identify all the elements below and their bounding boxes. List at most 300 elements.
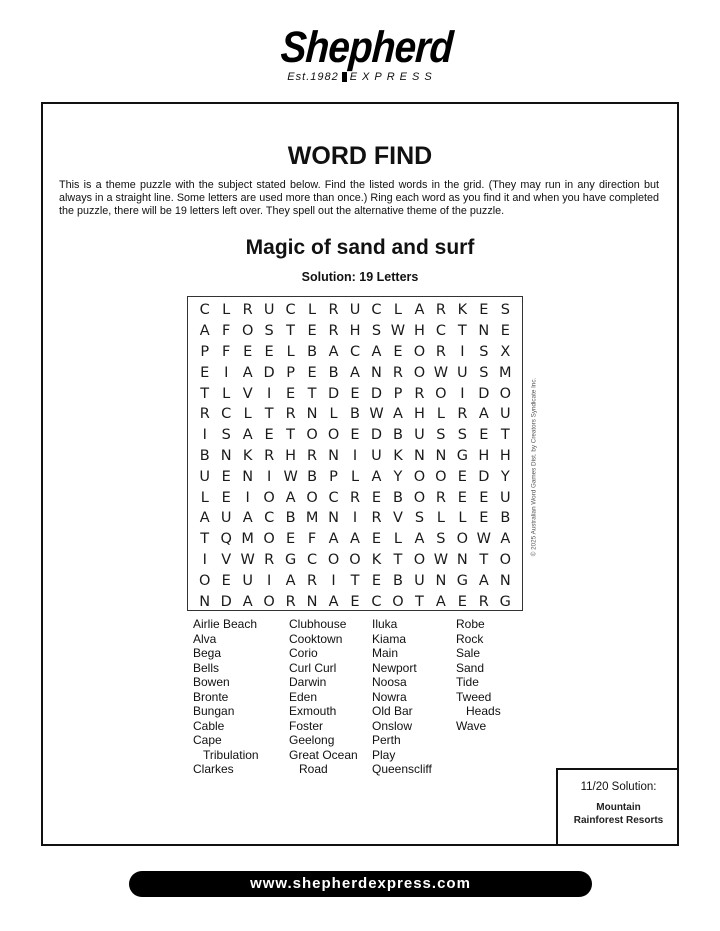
grid-letter[interactable]: O (263, 531, 275, 548)
puzzle-theme: Magic of sand and surf (245, 236, 475, 259)
grid-row (194, 591, 516, 612)
grid-letter[interactable]: U (349, 302, 361, 319)
grid-letter[interactable]: R (435, 489, 446, 506)
word-list-item: Onslow (372, 718, 413, 733)
grid-letter[interactable]: S (221, 427, 231, 444)
grid-letter[interactable]: L (286, 343, 295, 360)
grid-letter[interactable]: T (264, 406, 274, 423)
grid-letter[interactable]: C (264, 510, 275, 527)
grid-letter[interactable]: G (456, 572, 468, 589)
word-list-item: Foster (289, 718, 324, 733)
copyright-credit (527, 352, 541, 582)
grid-letter[interactable]: I (267, 468, 272, 485)
grid-letter[interactable]: P (329, 468, 338, 485)
grid-letter[interactable]: E (264, 343, 274, 360)
word-list-item: Newport (372, 660, 417, 675)
grid-letter[interactable]: A (328, 343, 339, 360)
grid-letter[interactable]: E (350, 593, 360, 610)
grid-letter[interactable]: A (242, 427, 253, 444)
word-list-item: Tribulation (203, 747, 259, 762)
grid-letter[interactable]: O (435, 385, 447, 402)
divider-bar (342, 72, 347, 82)
grid-letter[interactable]: H (285, 447, 297, 464)
grid-letter[interactable]: R (435, 343, 446, 360)
grid-letter[interactable]: O (413, 364, 426, 381)
grid-letter[interactable]: O (263, 489, 275, 506)
grid-letter[interactable]: D (370, 427, 383, 444)
grid-letter[interactable]: A (478, 406, 489, 423)
grid-letter[interactable]: I (460, 343, 465, 360)
grid-letter[interactable]: N (413, 447, 425, 464)
grid-letter[interactable]: N (499, 572, 511, 589)
word-list-item: Curl Curl (289, 660, 337, 675)
grid-letter[interactable]: D (478, 468, 490, 485)
answer-line-2: Rainforest Resorts (573, 815, 664, 826)
grid-letter[interactable]: E (500, 323, 510, 340)
grid-letter[interactable]: I (245, 489, 250, 506)
grid-letter[interactable]: R (285, 406, 296, 423)
grid-letter[interactable]: C (307, 551, 318, 568)
grid-letter[interactable]: T (200, 531, 210, 548)
grid-letter[interactable]: S (436, 427, 446, 444)
grid-letter[interactable]: C (221, 406, 232, 423)
grid-letter[interactable]: R (285, 593, 296, 610)
grid-letter[interactable]: R (478, 593, 489, 610)
grid-row (194, 404, 516, 425)
previous-solution-heading: 11/20 Solution: (580, 781, 657, 793)
grid-letter[interactable]: A (199, 323, 210, 340)
word-list-item: Perth (372, 733, 401, 747)
grid-letter[interactable]: G (499, 593, 511, 610)
word-list-item: Old Bar (372, 704, 413, 718)
grid-letter[interactable]: P (200, 343, 210, 360)
grid-letter[interactable]: N (435, 572, 447, 589)
grid-row (194, 550, 516, 571)
word-list-item: Tide (456, 675, 479, 689)
grid-letter[interactable]: A (350, 364, 360, 381)
grid-letter[interactable]: G (284, 551, 297, 568)
grid-letter[interactable]: E (221, 489, 231, 506)
grid-letter[interactable]: O (435, 468, 447, 485)
grid-letter[interactable]: L (243, 406, 252, 423)
grid-letter[interactable]: A (242, 510, 253, 527)
grid-letter[interactable]: T (307, 385, 317, 402)
word-column-1 (193, 617, 289, 777)
grid-letter[interactable]: E (393, 343, 403, 360)
grid-letter[interactable]: C (371, 593, 382, 610)
grid-letter[interactable]: A (478, 572, 489, 589)
grid-letter[interactable]: T (286, 323, 296, 340)
word-list-item: Bega (193, 646, 222, 660)
grid-letter[interactable]: R (264, 551, 275, 568)
grid-letter[interactable]: B (307, 343, 318, 360)
grid-letter[interactable]: L (458, 510, 467, 527)
grid-letter[interactable]: S (500, 302, 510, 319)
grid-letter[interactable]: A (414, 531, 425, 548)
grid-letter[interactable]: O (199, 572, 211, 589)
grid-letter[interactable]: R (328, 302, 339, 319)
grid-letter[interactable]: V (221, 551, 232, 568)
grid-letter[interactable]: T (350, 572, 360, 589)
word-list-item: Corio (289, 646, 318, 660)
word-list-item: Wave (456, 718, 487, 733)
grid-letter[interactable]: A (328, 593, 339, 610)
grid-letter[interactable]: N (435, 447, 447, 464)
grid-letter[interactable]: B (392, 489, 403, 506)
grid-letter[interactable]: R (414, 385, 425, 402)
word-column-4 (456, 617, 526, 777)
word-column-3 (372, 617, 456, 777)
grid-letter[interactable]: N (371, 364, 382, 381)
letter-grid[interactable] (187, 296, 523, 611)
word-list-item: Airlie Beach (193, 617, 258, 631)
grid-letter[interactable]: T (286, 427, 296, 444)
grid-letter[interactable]: I (331, 572, 336, 589)
masthead-logo (270, 23, 454, 86)
grid-row (194, 487, 516, 508)
grid-letter[interactable]: H (478, 447, 490, 464)
grid-letter[interactable]: E (479, 302, 489, 319)
website-link[interactable]: www.shepherdexpress.com (129, 871, 592, 897)
grid-row (194, 321, 516, 342)
grid-letter[interactable]: N (242, 468, 254, 485)
grid-letter[interactable]: A (199, 510, 210, 527)
grid-letter[interactable]: F (222, 323, 231, 340)
grid-letter[interactable]: O (499, 551, 511, 568)
grid-letter[interactable]: A (285, 489, 296, 506)
grid-letter[interactable]: R (264, 447, 275, 464)
grid-letter[interactable]: S (414, 510, 425, 527)
grid-letter[interactable]: B (500, 510, 511, 527)
grid-letter[interactable]: B (350, 406, 360, 423)
grid-letter[interactable]: U (199, 468, 211, 485)
word-list-item: Queenscliff (372, 762, 432, 776)
word-column-2 (289, 617, 372, 777)
grid-row (194, 508, 516, 529)
word-list-item: Nowra (372, 689, 407, 704)
grid-row (194, 342, 516, 363)
grid-letter[interactable]: I (460, 385, 465, 402)
word-list-item: Sale (456, 646, 481, 660)
solution-count: Solution: 19 Letters (301, 270, 419, 284)
grid-letter[interactable]: E (200, 364, 210, 381)
grid-letter[interactable]: T (200, 385, 210, 402)
word-list-item: Eden (289, 689, 318, 704)
grid-letter[interactable]: P (286, 364, 295, 381)
grid-letter[interactable]: O (413, 489, 426, 506)
grid-letter[interactable]: L (200, 489, 209, 506)
grid-letter[interactable]: A (328, 531, 339, 548)
grid-letter[interactable]: W (240, 551, 255, 568)
puzzle-frame (41, 102, 679, 846)
grid-letter[interactable]: N (306, 406, 318, 423)
grid-letter[interactable]: A (285, 572, 296, 589)
grid-letter[interactable]: K (242, 447, 253, 464)
grid-letter[interactable]: C (435, 323, 446, 340)
grid-letter[interactable]: U (499, 406, 511, 423)
grid-letter[interactable]: A (350, 531, 360, 548)
word-list-item: Road (299, 762, 328, 776)
grid-letter[interactable]: R (199, 406, 210, 423)
grid-letter[interactable]: E (371, 489, 382, 506)
word-list-item: Sand (456, 660, 485, 675)
grid-letter[interactable]: S (479, 364, 489, 381)
grid-letter[interactable]: U (242, 572, 253, 589)
grid-letter[interactable]: E (307, 323, 317, 340)
grid-letter[interactable]: O (413, 343, 426, 360)
grid-letter[interactable]: N (478, 323, 490, 340)
grid-letter[interactable]: W (433, 364, 449, 381)
grid-row (194, 425, 516, 446)
grid-letter[interactable]: H (413, 406, 425, 423)
grid-letter[interactable]: U (263, 302, 275, 319)
grid-letter[interactable]: W (433, 551, 449, 568)
grid-letter[interactable]: T (479, 551, 489, 568)
answer-line-1: Mountain (596, 802, 641, 813)
grid-letter[interactable]: U (457, 364, 468, 381)
grid-letter[interactable]: D (327, 385, 340, 402)
grid-letter[interactable]: D (478, 385, 490, 402)
grid-letter[interactable]: G (456, 447, 468, 464)
grid-letter[interactable]: O (499, 385, 511, 402)
grid-letter[interactable]: B (392, 427, 403, 444)
grid-letter[interactable]: O (241, 323, 254, 340)
grid-letter[interactable]: E (264, 427, 274, 444)
grid-letter[interactable]: N (220, 447, 232, 464)
grid-letter[interactable]: M (305, 510, 319, 527)
grid-letter[interactable]: I (267, 572, 272, 589)
grid-letter[interactable]: L (308, 302, 317, 319)
grid-letter[interactable]: H (499, 447, 511, 464)
grid-letter[interactable]: O (306, 427, 318, 444)
grid-letter[interactable]: E (350, 385, 360, 402)
grid-letter[interactable]: R (307, 572, 318, 589)
word-list-item: Clarkes (193, 762, 234, 776)
word-list-item: Clubhouse (289, 617, 347, 631)
word-list-item: Darwin (289, 675, 327, 689)
grid-letter[interactable]: A (392, 406, 403, 423)
grid-letter[interactable]: N (328, 510, 339, 527)
grid-letter[interactable]: W (390, 323, 406, 340)
grid-letter[interactable]: C (199, 302, 210, 319)
grid-letter[interactable]: L (222, 302, 231, 319)
grid-letter[interactable]: S (436, 531, 446, 548)
word-list-item: Cooktown (289, 631, 343, 646)
grid-letter[interactable]: R (371, 510, 382, 527)
grid-letter[interactable]: O (327, 551, 340, 568)
grid-letter[interactable]: A (435, 593, 446, 610)
grid-letter[interactable]: U (414, 572, 425, 589)
grid-letter[interactable]: U (220, 510, 232, 527)
grid-row (194, 466, 516, 487)
grid-letter[interactable]: C (285, 302, 296, 319)
grid-letter[interactable]: Y (500, 468, 510, 485)
previous-solution-answer (558, 801, 679, 827)
grid-letter[interactable]: K (371, 551, 382, 568)
grid-letter[interactable]: I (352, 510, 358, 527)
grid-letter[interactable]: T (393, 551, 403, 568)
word-list-item: Noosa (372, 675, 407, 689)
grid-letter[interactable]: E (286, 385, 296, 402)
grid-letter[interactable]: M (241, 531, 254, 548)
grid-letter[interactable]: O (306, 489, 318, 506)
grid-letter[interactable]: E (350, 427, 360, 444)
grid-letter[interactable]: E (457, 489, 467, 506)
grid-row (194, 446, 516, 467)
grid-letter[interactable]: E (479, 427, 489, 444)
grid-row (194, 300, 516, 321)
grid-row (194, 529, 516, 550)
word-list-item: Bowen (193, 675, 230, 689)
grid-letter[interactable]: L (436, 406, 445, 423)
grid-letter[interactable]: E (371, 572, 382, 589)
grid-letter[interactable]: O (349, 551, 361, 568)
word-list-item: Iluka (372, 617, 398, 631)
grid-letter[interactable]: C (328, 489, 339, 506)
grid-letter[interactable]: F (222, 343, 231, 360)
grid-letter[interactable]: E (457, 468, 467, 485)
grid-letter[interactable]: A (500, 531, 511, 548)
grid-letter[interactable]: S (457, 427, 467, 444)
grid-letter[interactable]: L (329, 406, 338, 423)
grid-letter[interactable]: L (393, 531, 402, 548)
word-list-item: Kiama (372, 631, 407, 646)
grid-letter[interactable]: K (457, 302, 468, 319)
grid-letter[interactable]: S (264, 323, 274, 340)
grid-letter[interactable]: I (267, 385, 272, 402)
grid-letter[interactable]: D (220, 593, 232, 610)
grid-letter[interactable]: O (392, 593, 404, 610)
grid-row (194, 362, 516, 383)
grid-row (194, 383, 516, 404)
grid-letter[interactable]: N (199, 593, 211, 610)
grid-letter[interactable]: B (392, 572, 403, 589)
grid-letter[interactable]: E (479, 510, 489, 527)
grid-letter[interactable]: U (371, 447, 382, 464)
grid-letter[interactable]: X (500, 343, 511, 360)
grid-letter[interactable]: E (221, 468, 231, 485)
grid-letter[interactable]: I (224, 364, 229, 381)
grid-letter[interactable]: B (285, 510, 296, 527)
grid-letter[interactable]: E (479, 489, 489, 506)
grid-letter[interactable]: R (392, 364, 403, 381)
grid-letter[interactable]: S (479, 343, 489, 360)
page-title: WORD FIND (287, 142, 433, 170)
grid-letter[interactable]: N (328, 447, 339, 464)
word-list-item: Main (372, 646, 399, 660)
grid-letter[interactable]: O (327, 427, 340, 444)
word-list-item: Bronte (193, 689, 229, 704)
grid-letter[interactable]: A (242, 364, 253, 381)
grid-letter[interactable]: W (369, 406, 384, 423)
grid-letter[interactable]: P (393, 385, 403, 402)
grid-letter[interactable]: W (283, 468, 298, 485)
word-list-item: Tweed (456, 689, 492, 704)
grid-letter[interactable]: B (199, 447, 210, 464)
grid-letter[interactable]: A (242, 593, 253, 610)
grid-letter[interactable]: T (457, 323, 467, 340)
grid-letter[interactable]: M (499, 364, 512, 381)
grid-letter[interactable]: L (222, 385, 231, 402)
grid-letter[interactable]: I (202, 427, 207, 444)
grid-letter[interactable]: I (352, 447, 358, 464)
grid-letter[interactable]: V (242, 385, 253, 402)
grid-letter[interactable]: T (414, 593, 424, 610)
grid-letter[interactable]: A (371, 343, 382, 360)
grid-letter[interactable]: E (243, 343, 253, 360)
grid-letter[interactable]: D (370, 385, 383, 402)
grid-letter[interactable]: L (436, 510, 445, 527)
grid-letter[interactable]: K (393, 447, 403, 464)
grid-letter[interactable]: R (435, 302, 446, 319)
grid-letter[interactable]: B (328, 364, 339, 381)
grid-letter[interactable]: N (456, 551, 468, 568)
grid-letter[interactable]: Y (393, 468, 403, 485)
grid-letter[interactable]: E (457, 593, 467, 610)
grid-letter[interactable]: B (307, 468, 318, 485)
grid-letter[interactable]: T (500, 427, 510, 444)
word-list-item: Cable (193, 718, 225, 733)
grid-letter[interactable]: E (221, 572, 231, 589)
grid-letter[interactable]: O (413, 468, 426, 485)
established-year: Est.1982 (287, 71, 339, 83)
grid-letter[interactable]: R (307, 447, 318, 464)
word-list-item: Heads (466, 704, 501, 718)
grid-letter[interactable]: O (263, 593, 275, 610)
grid-row (194, 570, 516, 591)
grid-letter[interactable]: H (413, 323, 425, 340)
word-list-item: Exmouth (289, 704, 337, 718)
grid-letter[interactable]: O (456, 531, 469, 548)
grid-letter[interactable]: A (414, 302, 425, 319)
grid-letter[interactable]: U (414, 427, 425, 444)
grid-letter[interactable]: E (371, 531, 382, 548)
grid-letter[interactable]: V (392, 510, 403, 527)
grid-letter[interactable]: L (393, 302, 402, 319)
word-list-item: Geelong (289, 733, 335, 747)
grid-letter[interactable]: F (307, 531, 317, 548)
grid-letter[interactable]: O (413, 551, 426, 568)
grid-letter[interactable]: C (371, 302, 382, 319)
grid-letter[interactable]: E (286, 531, 296, 548)
grid-letter[interactable]: R (328, 323, 339, 340)
grid-letter[interactable]: R (349, 489, 361, 506)
grid-letter[interactable]: N (306, 593, 318, 610)
grid-letter[interactable]: A (371, 468, 382, 485)
edition-name: EXPRESS (349, 71, 437, 83)
word-list (193, 617, 526, 777)
word-list-item: Bungan (193, 704, 235, 718)
grid-letter[interactable]: Q (220, 531, 232, 548)
word-list-item: Robe (456, 617, 485, 631)
grid-letter[interactable]: W (476, 531, 491, 548)
word-list-item: Great Ocean (289, 747, 358, 762)
copyright-text: © 2025 Australian Word Games Dist. by Creators Syndicate Inc. (530, 377, 538, 557)
grid-letter[interactable]: U (499, 489, 511, 506)
word-list-item: Play (372, 747, 396, 762)
word-list-item: Alva (193, 631, 217, 646)
grid-letter[interactable]: R (242, 302, 253, 319)
grid-letter[interactable]: D (263, 364, 275, 381)
grid-letter[interactable]: R (457, 406, 468, 423)
grid-letter[interactable]: I (202, 551, 207, 568)
grid-letter[interactable]: H (349, 323, 361, 340)
grid-letter[interactable]: C (349, 343, 361, 360)
grid-letter[interactable]: L (350, 468, 360, 485)
grid-letter[interactable]: E (307, 364, 317, 381)
word-list-item: Rock (456, 631, 484, 646)
grid-letter[interactable]: S (371, 323, 382, 340)
